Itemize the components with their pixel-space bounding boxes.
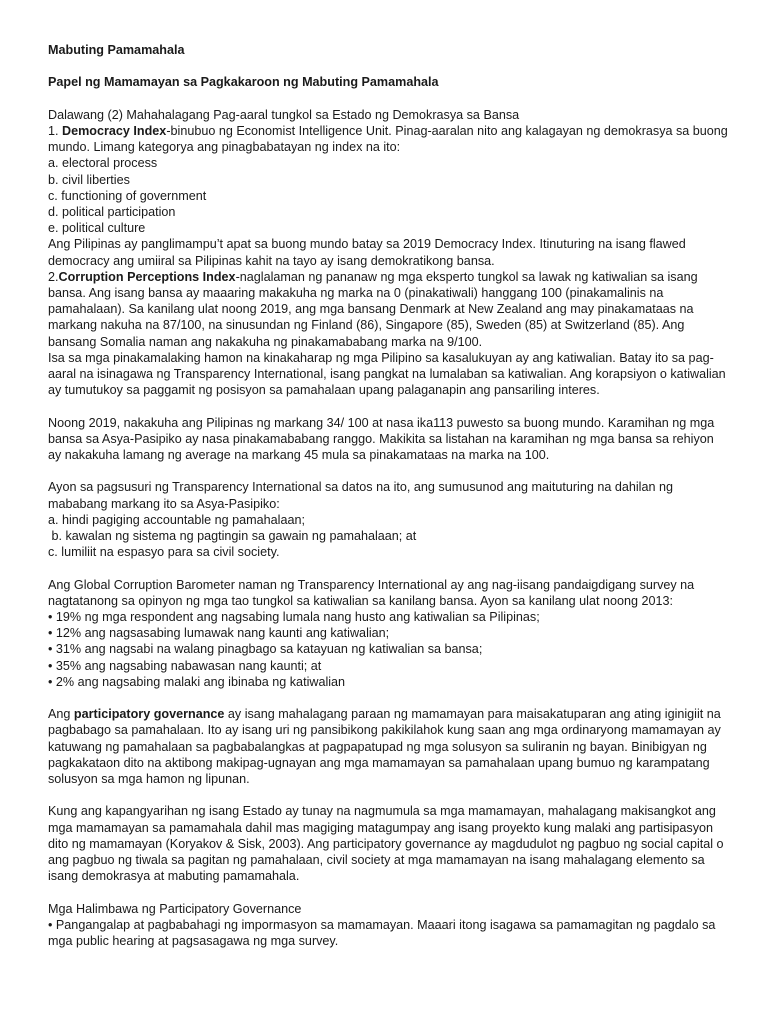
category-item: c. functioning of government — [48, 188, 207, 203]
gcb-bullet: • 12% ang nagsasabing lumawak nang kaunti ang katiwalian; — [48, 626, 390, 641]
democracy-index-number: 1. — [48, 123, 63, 138]
participatory-governance-paragraph — [48, 706, 728, 787]
cpi-desc: -naglalaman ng pananaw ng mga eksperto tungkol sa lawak ng katiwalian sa isang bansa. Ang isang bansa ay maaaring makakuha ng marka na 0 (pinakatiwali) hanggang 100 (pinakamalinis na pamahalaan). Sa kanilang ulat noong 2019, ang mga bansang Denmark at New Zealand ang may pinakamataas na markang nakuha na 87/100, na sinusundan ng Finland (86), Singapore (85), Sweden (85) at Switzerland (85). Ang bansang Somalia naman ang nakakuha ng pinakamababang marka na 9/100. — [48, 269, 698, 349]
reason-item: c. lumiliit na espasyo para sa civil society. — [48, 545, 280, 560]
gcb-bullet: • 19% ng mga respondent ang nagsabing lumala nang husto ang katiwalian sa Pilipinas; — [48, 610, 540, 625]
examples-heading: Mga Halimbawa ng Participatory Governance — [48, 901, 302, 916]
intro-line: Dalawang (2) Mahahalagang Pag-aaral tungkol sa Estado ng Demokrasya sa Bansa — [48, 107, 520, 122]
reasons-intro: Ayon sa pagsusuri ng Transparency International sa datos na ito, ang sumusunod ang maituturing na dahilan ng mababang markang ito sa Asya-Pasipiko: — [48, 480, 673, 511]
category-item: d. political participation — [48, 205, 176, 219]
gcb-bullet: • 35% ang nagsabing nabawasan nang kaunti; at — [48, 658, 322, 673]
document-title: Mabuting Pamamahala — [48, 43, 185, 57]
corruption-challenge-paragraph: Isa sa mga pinakamalaking hamon na kinakaharap ng mga Pilipino sa kasalukuyan ay ang katiwalian. Batay ito sa pag-aaral na isinagawa ng Transparency International, isang pangkat na lumalaban sa katiwalian. Ang korapsiyon o katiwalian ay tumutukoy sa paggamit ng posisyon sa pamahalaan upang palaganapin ang pansariling interes. — [48, 350, 726, 398]
examples-bullet: • Pangangalap at pagbabahagi ng impormasyon sa mamamayan. Maaari itong isagawa sa pamamagitan ng pagdalo sa mga public hearing at pagsasagawa ng mga survey. — [48, 917, 716, 949]
democracy-index-term: Democracy Index — [62, 123, 167, 138]
democracy-index-note: Ang Pilipinas ay panglimampu’t apat sa buong mundo batay sa 2019 Democracy Index. Itinuturing na isang flawed democracy ang umiiral sa Pilipinas kahit na tayo ay isang demokratikong bansa. — [48, 237, 686, 268]
category-item: a. electoral process — [48, 156, 158, 171]
gcb-bullet: • 31% ang nagsabi na walang pinagbago sa katayuan ng katiwalian sa bansa; — [48, 642, 483, 657]
cpi-term: Corruption Perceptions Index — [58, 269, 236, 284]
cpi-paragraph — [48, 269, 728, 350]
democracy-index-desc: -binubuo ng Economist Intelligence Unit. Pinag-aaralan nito ang kalagayan ng demokrasya sa buong mundo. Limang kategorya ang pinagbabatayan ng index na ito: — [48, 123, 728, 155]
category-item: e. political culture — [48, 221, 146, 236]
cpi-number: 2. — [48, 269, 59, 284]
category-item: b. civil liberties — [48, 172, 130, 187]
gcb-bullet: • 2% ang nagsabing malaki ang ibinaba ng katiwalian — [48, 674, 346, 689]
participatory-governance-term: participatory governance — [73, 707, 225, 722]
philippines-2019-paragraph: Noong 2019, nakakuha ang Pilipinas ng markang 34/ 100 at nasa ika113 puwesto sa buong mundo. Karamihan ng mga bansa sa Asya-Pasipiko ay nasa pinakamababang ranggo. Makikita sa listahan na karamihan ng mga bansa sa rehiyon ay nakakuha lamang ng average na markang 45 mula sa pinakamataas na marka na 100. — [48, 415, 715, 463]
kapangyarihan-paragraph: Kung ang kapangyarihan ng isang Estado ay tunay na nagmumula sa mga mamamayan, mahalagang makisangkot ang mga mamamayan sa pamamahala dahil mas magiging matagumpay ang isang proyekto kung malaki ang partisipasyon dito ng mamamayan (Koryakov & Sisk, 2003). Ang participatory governance ay magdudulot ng pagbuo ng social capital o ang pagbuo ng tiwala sa pagitan ng pamahalaan, civil society at mga mamamayan na isang mahalagang elemento sa isang demokrasya at mabuting pamamahala. — [48, 804, 724, 884]
reason-item: b. kawalan ng sistema ng pagtingin sa gawain ng pamahalaan; at — [48, 529, 417, 544]
gcb-intro: Ang Global Corruption Barometer naman ng Transparency International ay ang nag-iisang pandaigdigang survey na nagtatanong sa opinyon ng mga tao tungkol sa katiwalian sa kanilang bansa. Ayon sa kanilang ulat noong 2013: — [48, 577, 695, 608]
document-subtitle: Papel ng Mamamayan sa Pagkakaroon ng Mabuting Pamamahala — [48, 75, 439, 90]
participatory-text: ay isang mahalagang paraan ng mamamayan para maisakatuparan ang ating iginigiit na pagbabago sa pamahalaan. Ito ay isang uri ng pansibikong pakikilahok kung saan ang mga ordinaryong mamamayan ay katuwang ng pamahalaan sa pagbabalangkas at pagpapatupad ng mga solusyon sa suliranin ng bayan. Binibigyan ng pagkakataon dito na aktibong makipag-ugnayan ang mga mamamayan sa pamahalaan upang bumuo ng karampatang solusyon sa mga hamon ng lipunan. — [48, 707, 721, 787]
participatory-pre: Ang — [48, 707, 74, 722]
reason-item: a. hindi pagiging accountable ng pamahalaan; — [48, 512, 305, 527]
democracy-index-paragraph — [48, 123, 728, 155]
